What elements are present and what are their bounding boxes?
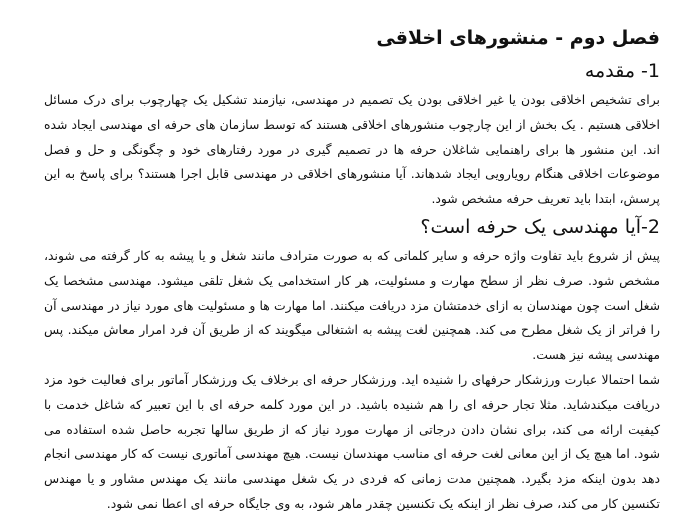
paragraph: پیش از شروع باید تفاوت واژه حرفه و سایر کلماتی که به صورت مترادف مانند شغل و یا پیشه به کار گرفته می شوند، مشخص شود. صرف نظر از سطح مهارت و مسئولیت، هر کار استخدامی یک شغل تلقی میشود. مهندسی مشخصا یک شغل است چون مهندسان به ازای خدمتشان مزد دریافت میکنند. اما مهارت ها و مسئولیت های مورد نیاز در مهندسی آن را فراتر از یک شغل مطرح می کند. همچنین لغت پیشه به اشتغالی میگویند که از طریق آن فرد امرار معاش میکند. پس مهندسی پیشه نیز هست. [44, 247, 660, 363]
section-heading-is-engineering-a-profession: 2-آیا مهندسی یک حرفه است؟ [420, 215, 660, 238]
chapter-title: فصل دوم - منشورهای اخلاقی [376, 27, 660, 49]
paragraph: برای تشخیص اخلاقی بودن یا غیر اخلاقی بودن یک تصمیم در مهندسی، نیازمند تشکیل یک چهارچوب برای درک مسائل اخلاقی هستیم . یک بخش از این چارچوب منشورهای اخلاقی هستند که توسط سازمان های حرفه ای مهندسی ایجاد شده اند. این منشور ها برای راهنمایی شاغلان حرفه ها در تصمیم گیری در مورد رفتارهای خود و چگونگی و حل و فصل موضوعات اخلاقی هنگام رویارویی ایجاد شدهاند. آیا منشورهای اخلاقی در مهندسی قابل اجرا هستند؟ برای پاسخ به این پرسش، ابتدا باید تعریف حرفه مشخص شود. [44, 92, 660, 207]
paragraph: شما احتمالا عبارت ورزشکار حرفهای را شنیده اید. ورزشکار حرفه ای برخلاف یک ورزشکار آماتور برای فعالیت خود مزد دریافت میکندشاید. مثلا تجار حرفه ای را هم شنیده باشید. در این مورد کلمه حرفه ای با این تعبیر که شاغل خدمت با کیفیت ارائه می کند، برای نشان دادن درجاتی از مهارت مورد نیاز که از طریق سالها تجربه حاصل شده استفاده می شود. اما هیچ یک از این معانی لغت حرفه ای مناسب مهندسان نیست. هیچ مهندسی آماتوری نیست که کار مهندسی انجام دهد بدون اینکه مزد بگیرد. همچنین مدت زمانی که فردی در یک شغل مهندسی مانند یک مهندس مشاور و یا مهندس تکنسین کار می کند، صرف نظر از اینکه یک تکنسین چقدر ماهر شود، به وی جایگاه حرفه ای اعطا نمی شود. [44, 371, 660, 511]
section-heading-introduction: 1- مقدمه [584, 60, 660, 82]
